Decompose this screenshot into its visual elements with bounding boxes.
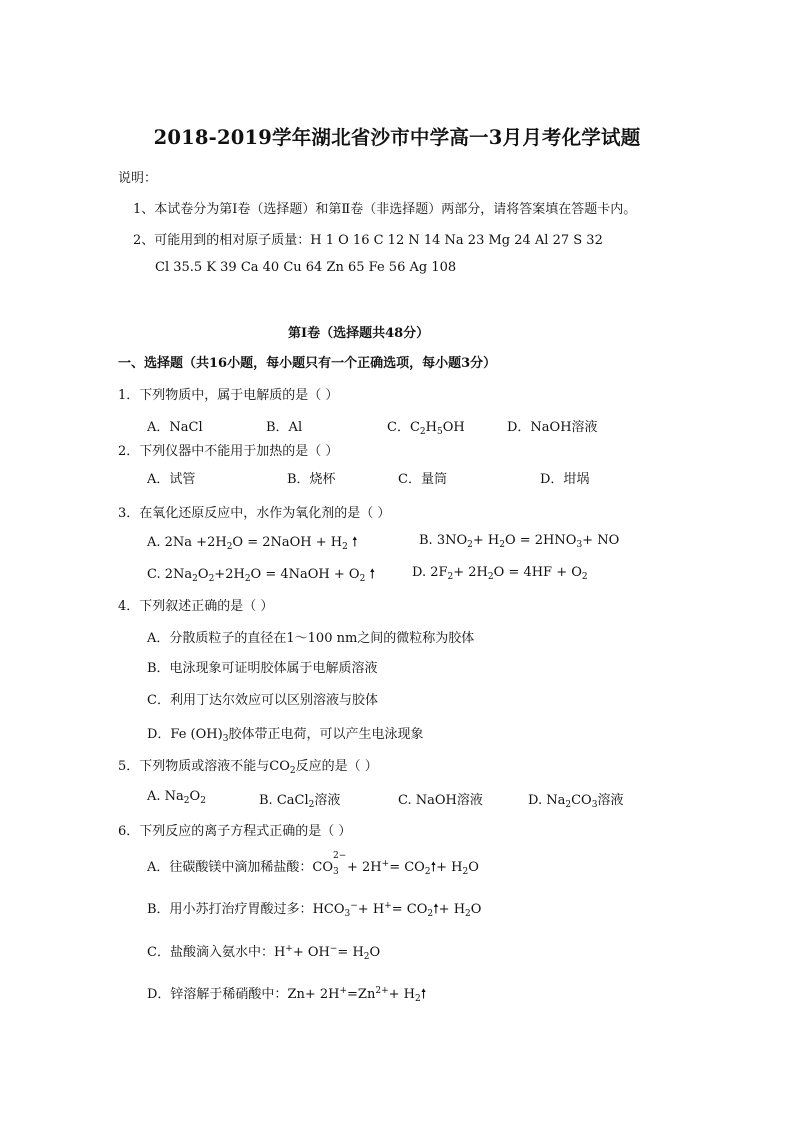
question-4-stem: 4．下列叙述正确的是（ ）	[118, 599, 274, 614]
q2-option-b: B．烧杯	[287, 472, 336, 487]
q2-option-c: C．量筒	[398, 472, 447, 487]
instruction-line-3: Cl 35.5 K 39 Ca 40 Cu 64 Zn 65 Fe 56 Ag 108	[155, 260, 457, 275]
q1-option-d: D．NaOH溶液	[507, 420, 598, 435]
instruction-line-2: 2、可能用到的相对原子质量：H 1 O 16 C 12 N 14 Na 23 Mg 24 Al 27 S 32	[133, 233, 603, 248]
q3-option-a: A. $2Na +2H_2O$ = 2NaOH + $H_2$ 🠕	[147, 535, 358, 552]
question-2-stem: 2．下列仪器中不能用于加热的是（ ）	[118, 444, 339, 459]
q6-option-b: B．用小苏打治疗胃酸过多：$HCO_3^-+ H^+=$ $CO_2🠕+ H_2O$	[147, 901, 482, 919]
q3-option-c: C. $2Na_2O_2+2H_2O$ = 4NaOH + $O_2$ 🠕	[147, 567, 376, 584]
instruction-line-1: 1、本试卷分为第Ⅰ卷（选择题）和第Ⅱ卷（非选择题）两部分，请将答案填在答题卡内。	[133, 202, 637, 217]
q2-option-d: D．坩埚	[540, 472, 590, 487]
page-title: 2018-2019学年湖北省沙市中学高一3月月考化学试题	[153, 126, 641, 149]
q5-option-b: B. CaCl$_2$溶液	[259, 793, 341, 810]
q3-option-d: D. $2F_2+ 2H_2O = 4HF + O_2$	[412, 565, 588, 582]
section-heading: 第Ⅰ卷（选择题共48分）	[288, 326, 430, 341]
q2-option-a: A．试管	[147, 472, 196, 487]
q6-option-c: C．盐酸滴入氨水中：$H^++ OH^-= H_2O$	[147, 944, 381, 962]
q4-option-c: C．利用丁达尔效应可以区别溶液与胶体	[147, 693, 378, 708]
q4-option-a: A．分散质粒子的直径在1～100 nm之间的微粒称为胶体	[147, 631, 475, 646]
q6-option-a: A．往碳酸镁中滴加稀盐酸：CO 2− $_3 + 2H^+= CO_2🠕+ H_2O$	[147, 851, 479, 877]
question-6-stem: 6．下列反应的离子方程式正确的是（ ）	[118, 824, 352, 839]
q5-option-c: C. NaOH溶液	[398, 793, 483, 808]
q6-option-d: D．锌溶解于稀硝酸中：$Zn+ 2H^+=Zn^{2+}+$ $H_2🠕$	[147, 986, 427, 1004]
q5-option-a: A. $Na_2O_2$	[147, 789, 206, 806]
q3-option-b: B. $3NO_2+ H_2O = 2HNO_3+$ NO	[419, 533, 620, 550]
part-title: 一、选择题（共16小题，每小题只有一个正确选项，每小题3分）	[118, 356, 497, 371]
question-1-stem: 1．下列物质中，属于电解质的是（ ）	[118, 388, 339, 403]
instructions-label: 说明：	[118, 171, 158, 186]
q4-option-b: B．电泳现象可证明胶体属于电解质溶液	[147, 661, 378, 676]
q1-option-b: B．Al	[266, 420, 303, 435]
q1-option-a: A．NaCl	[147, 420, 203, 435]
question-3-stem: 3．在氧化还原反应中，水作为氧化剂的是（ ）	[118, 506, 391, 521]
question-5-stem: 5．下列物质或溶液不能与$CO_2$反应的是（ ）	[118, 759, 378, 776]
q5-option-d: D. $Na_2CO_3$溶液	[528, 793, 624, 810]
q1-option-c: C．$C_2H_5OH$	[387, 420, 465, 437]
q4-option-d: D．Fe $(OH)_3$胶体带正电荷，可以产生电泳现象	[147, 727, 424, 744]
